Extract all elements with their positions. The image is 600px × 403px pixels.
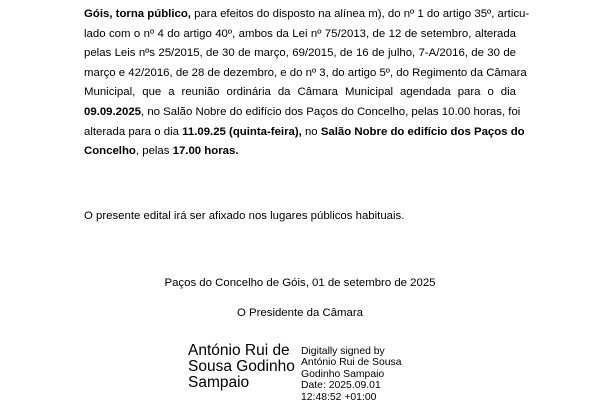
digital-signature-details [301, 346, 402, 403]
signatory-title: O Presidente da Câmara [237, 307, 363, 319]
text-segment: no [301, 125, 321, 138]
signature-detail-line: Godinho Sampaio [301, 368, 385, 380]
text-segment: para efeitos do disposto na alínea m), do nº 1 do artigo 35º, articu- [190, 8, 530, 20]
bold-text-segment: Salão Nobre do edifício dos Paços do [320, 125, 525, 138]
signature-detail-line: Digitally signed by [301, 346, 385, 357]
signature-name-line: Sampaio [188, 374, 250, 391]
body-line [84, 103, 521, 123]
bold-text-segment: Góis, torna público, [84, 8, 191, 20]
body-line [84, 123, 525, 143]
signature-detail-line: António Rui de Sousa [301, 357, 402, 369]
place-and-date: Paços do Concelho de Góis, 01 de setembro de 2025 [164, 277, 436, 289]
body-line [84, 64, 527, 84]
signature-name-line: António Rui de [188, 342, 290, 359]
edital-body-paragraph [84, 5, 530, 162]
body-line [84, 44, 516, 64]
text-segment: alterada para o dia [84, 125, 183, 138]
posting-notice: O presente edital irá ser afixado nos lugares públicos habituais. [84, 210, 405, 222]
digital-signature-name [188, 343, 298, 391]
text-segment: , no Salão Nobre do edifício dos Paços do Concelho, pelas 10.00 horas, foi [141, 105, 521, 118]
bold-text-segment: 17.00 horas. [172, 145, 239, 158]
signature-detail-line: Date: 2025.09.01 [301, 380, 381, 392]
bold-text-segment: 11.09.25 (quinta-feira), [182, 125, 302, 138]
signature-name-line: Sousa Godinho [188, 358, 295, 375]
signature-detail-line: 12:48:52 +01:00 [301, 391, 377, 403]
text-segment: Municipal, que a reunião ordinária da Câmara Municipal agendada para o dia [84, 86, 516, 99]
body-line [84, 5, 530, 25]
body-line [84, 142, 516, 162]
body-line [84, 25, 516, 45]
bold-text-segment: Concelho [84, 145, 136, 158]
text-segment: , pelas [135, 145, 173, 158]
text-segment: lado com o nº 4 do artigo 40º, ambos da Lei nº 75/2013, de 12 de setembro, alterada [84, 27, 516, 40]
body-line [84, 83, 516, 103]
text-segment: pelas Leis nºs 25/2015, de 30 de março, 69/2015, de 16 de julho, 7-A/2016, de 30 de [84, 47, 516, 60]
text-segment: março e 42/2016, de 28 de dezembro, e do nº 3, do artigo 5º, do Regimento da Câmara [84, 66, 527, 79]
bold-text-segment: 09.09.2025 [84, 105, 142, 118]
